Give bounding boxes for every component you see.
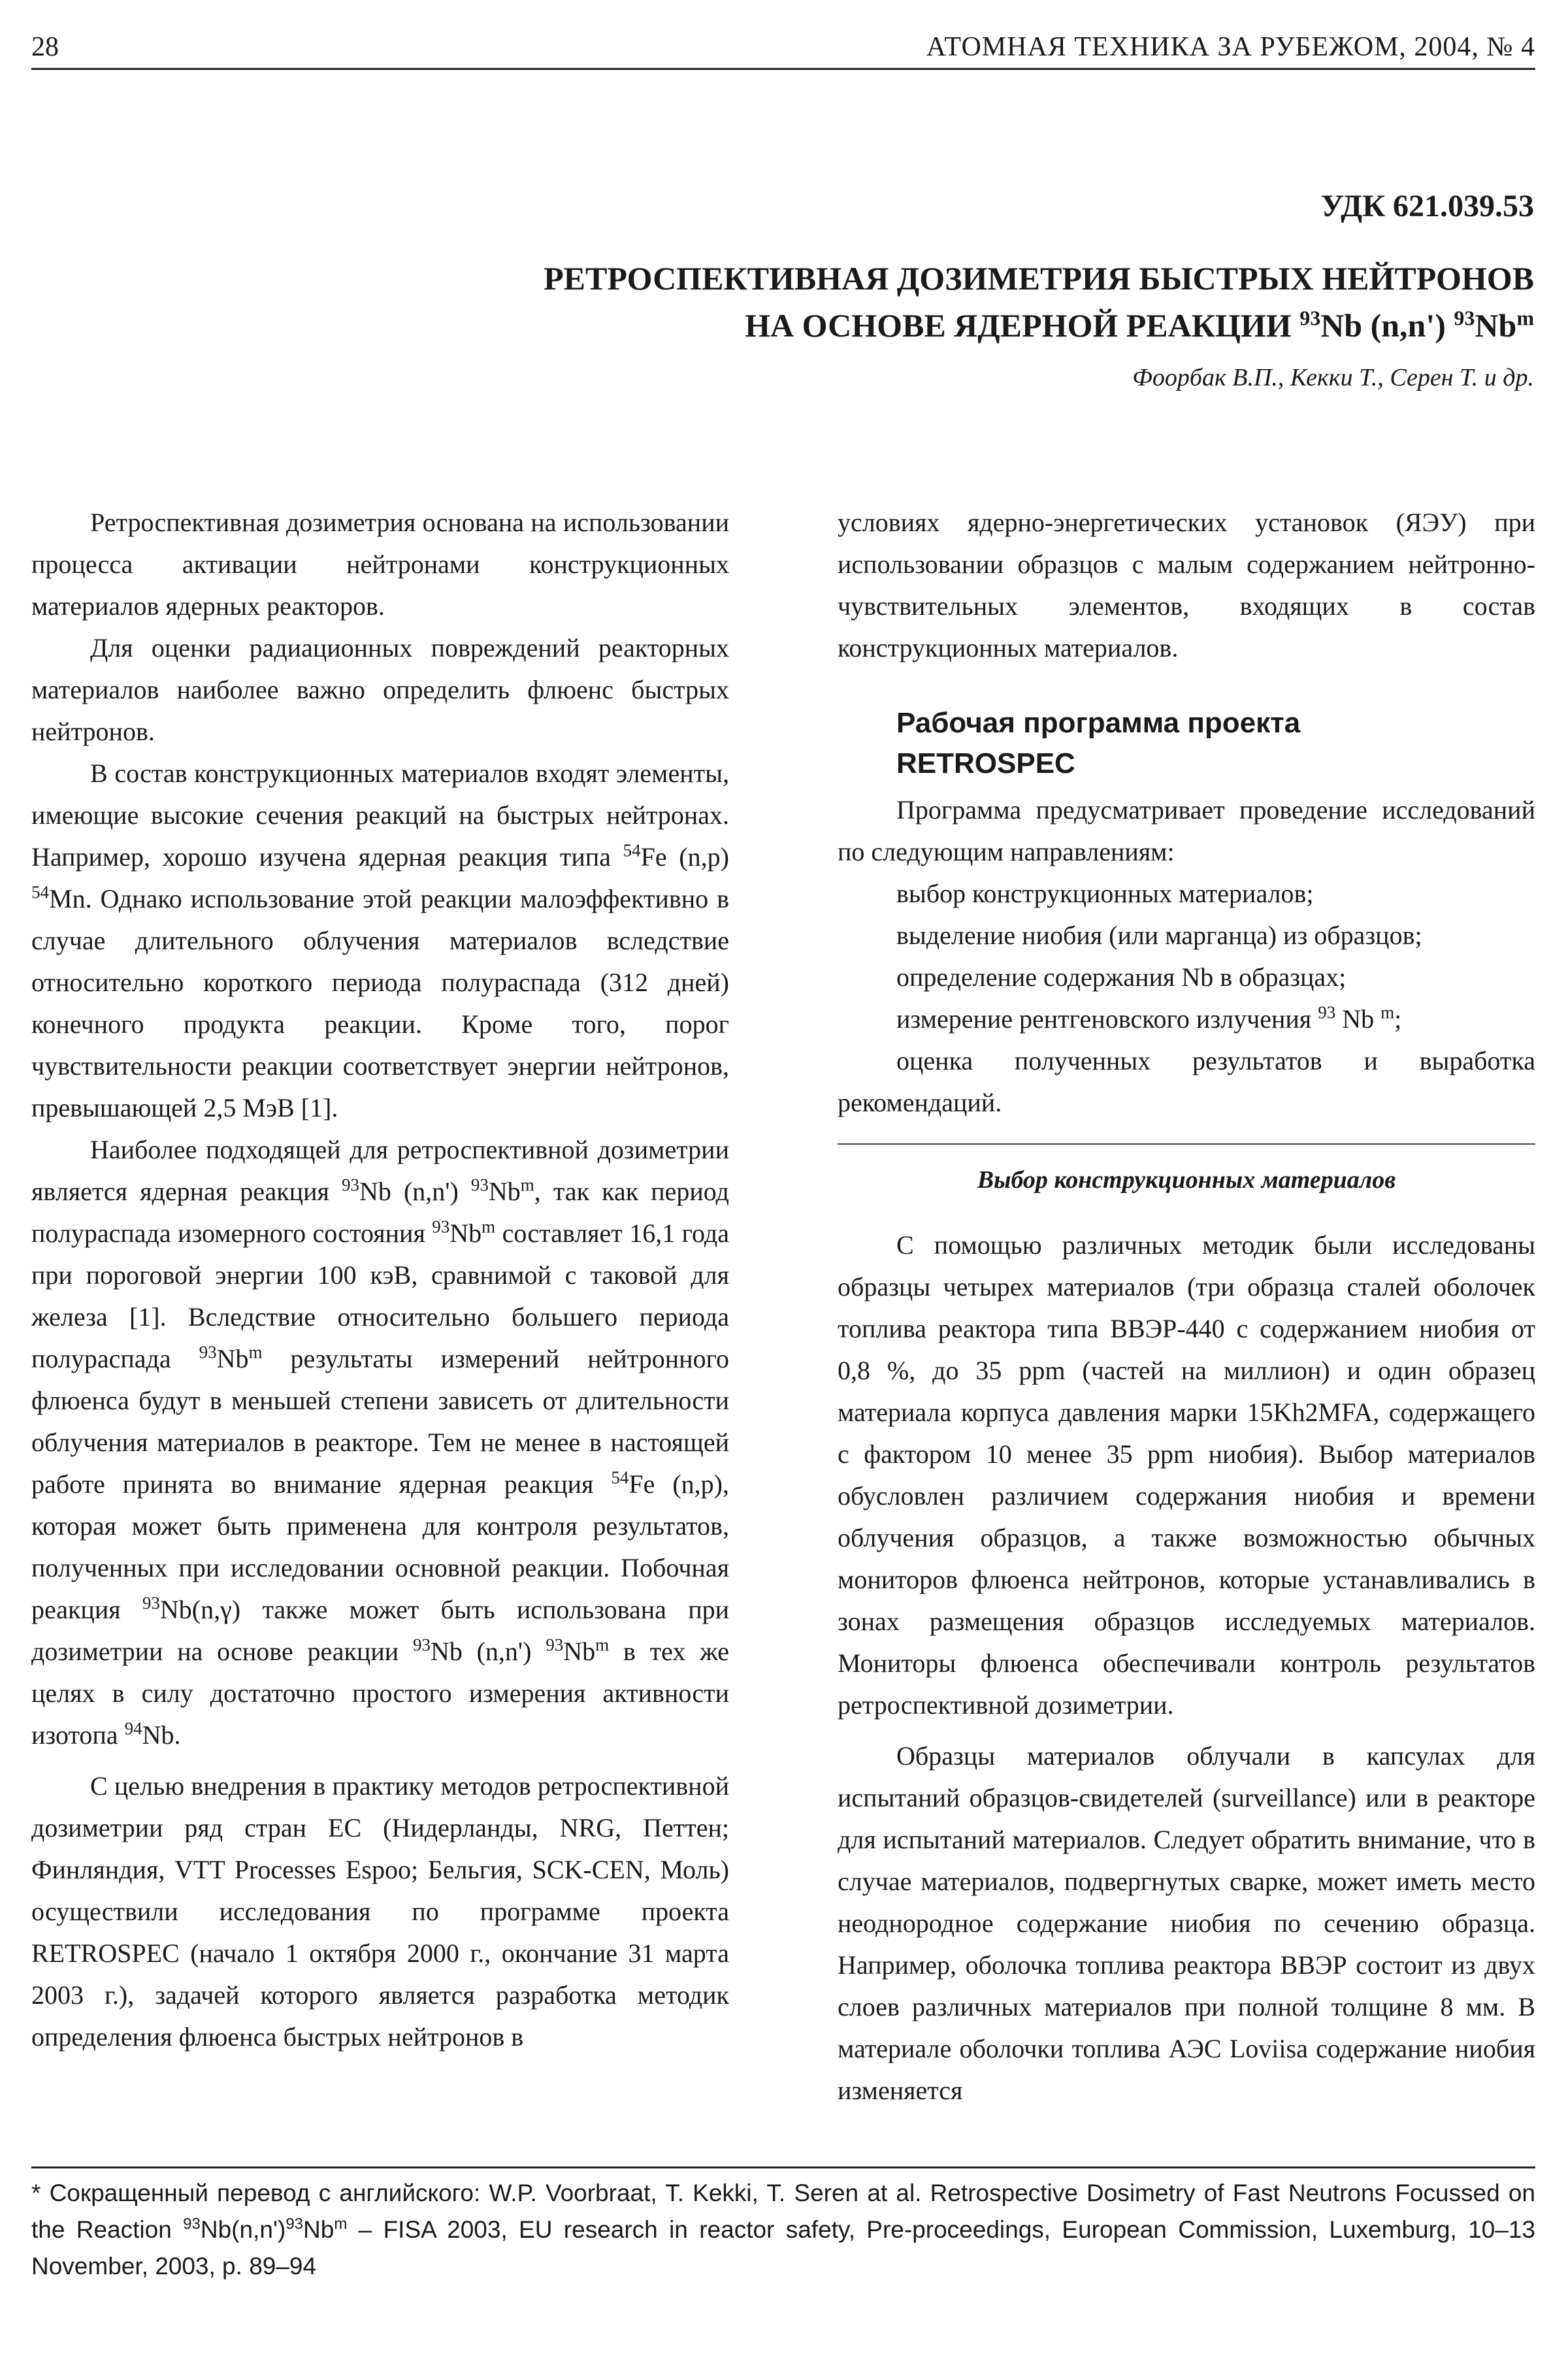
list-item: определение содержания Nb в образцах;: [896, 962, 1347, 992]
list-item: выделение ниобия (или марганца) из образцов;: [896, 921, 1422, 950]
paragraph: Наиболее подходящей для ретроспективной дозиметрии является ядерная реакция $^{93}$Nb (n,n') $^{93}$Nb$^m$, так как период полураспада изомерного состояния $^{93}$Nb$^m$ составляет 16,1 года при пороговой энергии 100 кэВ, сравнимой с таковой для железа [1]. Вследствие относительно большего периода полураспада $^{93}$Nb$^m$ результаты измерений нейтронного флюенса будут в меньшей степени зависеть от длительности облучения материалов в реакторе. Тем не менее в настоящей работе принята во внимание ядерная реакция $^{54}$Fe (n,p), которая может быть применена для контроля результатов, полученных при исследовании основной реакции. Побочная реакция $^{93}$Nb(n,γ) также может быть использована при дозиметрии на основе реакции $^{93}$Nb (n,n') $^{93}$Nb$^m$ в тех же целях в силу достаточно простого измерения активности изотопа $^{94}$Nb.: [31, 1135, 730, 1750]
paragraph: оценка полученных результатов и выработка рекомендаций.: [838, 1046, 1535, 1117]
left-column: [31, 502, 729, 2058]
paragraph: Для оценки радиационных повреждений реакторных материалов наиболее важно определить флюенс быстрых нейтронов.: [31, 633, 729, 746]
list-item: выбор конструкционных материалов;: [896, 879, 1314, 908]
authors: Фоорбак В.П., Кекки Т., Серен Т. и др.: [1132, 364, 1534, 391]
paragraph: Образцы материалов облучали в капсулах для испытаний образцов-свидетелей (surveillance) или в реакторе для испытаний материалов. Следует обратить внимание, что в случае материалов, подвергнутых сварке, может иметь место неоднородное содержание ниобия по сечению образца. Например, оболочка топлива реактора ВВЭР состоит из двух слоев различных материалов при полной толщине 8 мм. В материале оболочки топлива АЭС Loviisa содержание ниобия изменяется: [838, 1741, 1535, 2105]
title-line-2: НА ОСНОВЕ ЯДЕРНОЙ РЕАКЦИИ $^{93}$Nb (n,n') $^{93}$Nb$^m$: [745, 306, 1534, 344]
running-header: [31, 26, 1535, 70]
page-number: 28: [31, 32, 59, 62]
paragraph: С помощью различных методик были исследованы образцы четырех материалов (три образца сталей оболочек топлива реактора типа ВВЭР-440 с содержанием ниобия от 0,8 %, до 35 ppm (частей на миллион) и один образец материала корпуса давления марки 15Kh2MFA, содержащего с фактором 10 менее 35 ppm ниобия). Выбор материалов обусловлен различием содержания ниобия и времени облучения образцов, а также возможностью обычных мониторов флюенса нейтронов, которые устанавливались в зонах размещения образцов исследуемых материалов. Мониторы флюенса обеспечивали контроль результатов ретроспективной дозиметрии.: [838, 1230, 1535, 1720]
paragraph: С целью внедрения в практику методов ретроспективной дозиметрии ряд стран ЕС (Нидерланды, NRG, Петтен; Финляндия, VTT Processes Espoo; Бельгия, SCK-CEN, Моль) осуществили исследования по программе проекта RETROSPEC (начало 1 октября 2000 г., окончание 31 марта 2003 г.), задачей которого является разработка методик определения флюенса быстрых нейтронов в: [31, 1771, 729, 2052]
program-list: [838, 873, 1535, 1040]
paragraph: Программа предусматривает проведение исследований по следующим направлениям:: [838, 795, 1535, 866]
list-item: измерение рентгеновского излучения $^{93}$ Nb $^m$;: [896, 1002, 1402, 1034]
paragraph: В состав конструкционных материалов входят элементы, имеющие высокие сечения реакций на быстрых нейтронах. Например, хорошо изучена ядерная реакция типа $^{54}$Fe (n,p) $^{54}$Mn. Однако использование этой реакции малоэффективно в случае длительного облучения материалов вследствие относительно короткого периода полураспада (312 дней) конечного продукта реакции. Кроме того, порог чувствительности реакции соответствует энергии нейтронов, превышающей 2,5 МэВ [1].: [31, 759, 730, 1122]
paragraph: Ретроспективная дозиметрия основана на использовании процесса активации нейтронами конструкционных материалов ядерных реакторов.: [31, 508, 729, 621]
udk-code: УДК 621.039.53: [1320, 189, 1534, 223]
section-heading: Рабочая программа проекта RETROSPEC: [896, 707, 1301, 779]
subheading: Выбор конструкционных материалов: [838, 1143, 1535, 1201]
footnote: * Сокращенный перевод с английского: W.P. Voorbraat, T. Kekki, T. Seren at al. Retrospective Dosimetry of Fast Neutrons Focussed on the Reaction $^{93}Nb(n,n')^{93}Nb^m$ – FISA 2003, EU research in reactor safety, Pre-proceedings, European Commission, Luxemburg, 10–13 November, 2003, p. 89–94: [31, 2167, 1535, 2285]
right-column: [838, 502, 1535, 2112]
title-line-1: РЕТРОСПЕКТИВНАЯ ДОЗИМЕТРИЯ БЫСТРЫХ НЕЙТРОНОВ: [544, 260, 1534, 297]
article-title: [227, 255, 1534, 349]
paragraph: условиях ядерно-энергетических установок (ЯЭУ) при использовании образцов с малым содержанием нейтронно-чувствительных элементов, входящих в состав конструкционных материалов.: [838, 508, 1535, 662]
journal-title: АТОМНАЯ ТЕХНИКА ЗА РУБЕЖОМ, 2004, № 4: [926, 32, 1535, 62]
